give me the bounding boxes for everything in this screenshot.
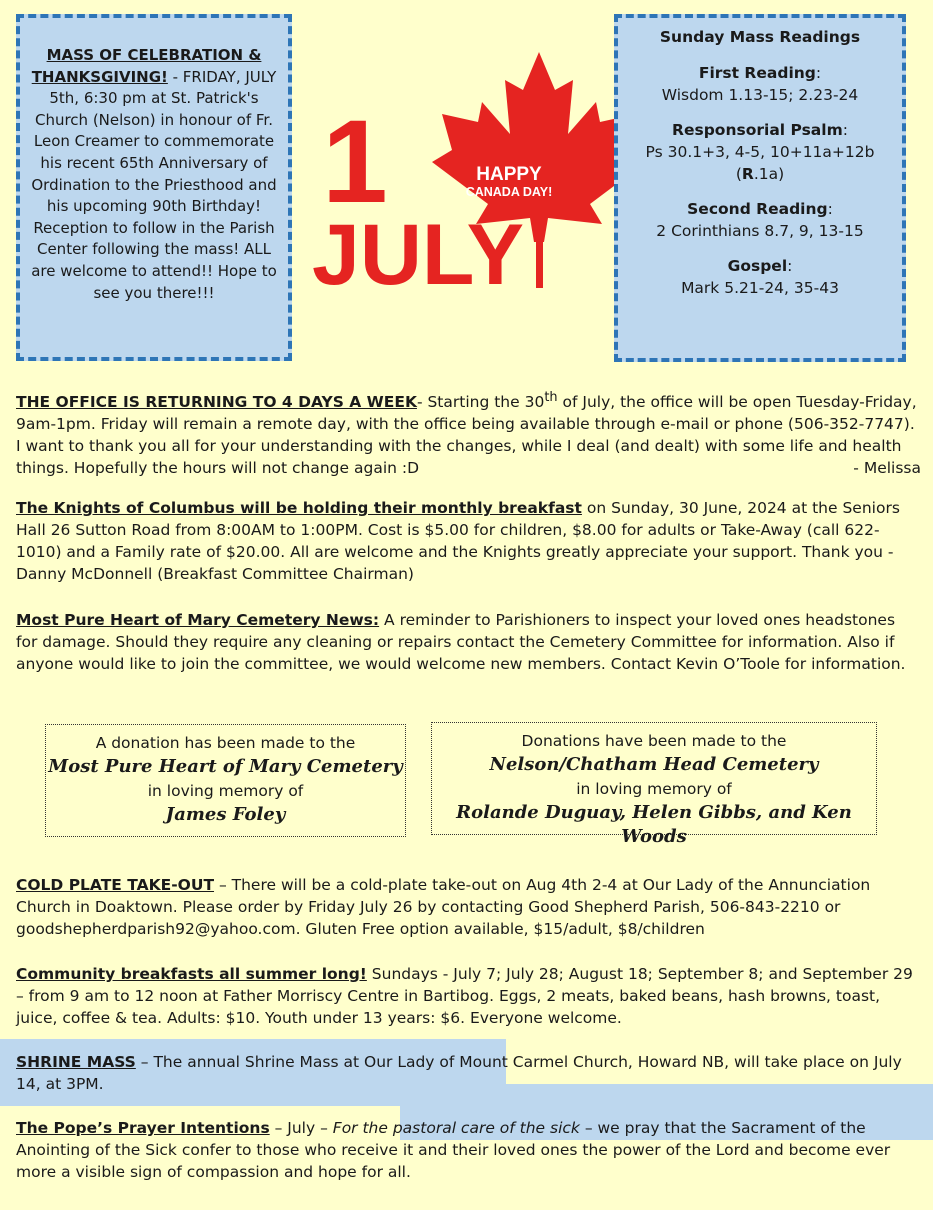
donation2-line1: Donations have been made to the	[521, 732, 787, 750]
psalm: Responsorial Psalm:	[672, 121, 848, 139]
logo-number: 1	[322, 96, 388, 228]
celebration-box	[16, 14, 292, 361]
donation1-cemetery: Most Pure Heart of Mary Cemetery	[48, 756, 403, 777]
donation-box-2	[431, 722, 877, 847]
donation1-names: James Foley	[165, 804, 286, 825]
community-section	[16, 963, 921, 1029]
knights-section	[16, 497, 921, 585]
gospel-label: Gospel	[727, 257, 788, 275]
donation2-line3: in loving memory of	[576, 780, 732, 798]
maple-leaf-icon	[310, 52, 640, 312]
canada-day-logo	[310, 52, 640, 312]
community-heading: Community breakfasts all summer long!	[16, 965, 367, 983]
donation-box-1	[45, 724, 406, 837]
pope-italic: For the pastoral care of the sick	[332, 1119, 580, 1137]
cemetery-text: A reminder to Parishioners to inspect your loved ones headstones for damage. Should they require any cleaning or repairs contact the Cemetery Committee for information. Also if anyone would like to join the committee, we would welcome new members. Contact Kevin O’Toole for information.	[16, 611, 906, 673]
donation1-line1: A donation has been made to the	[95, 734, 356, 752]
knights-heading: The Knights of Columbus will be holding their monthly breakfast	[16, 499, 582, 517]
shrine-section	[16, 1051, 921, 1095]
first-reading: First Reading:	[698, 64, 822, 82]
second-reading-label: Second Reading	[687, 200, 828, 218]
cemetery-heading: Most Pure Heart of Mary Cemetery News:	[16, 611, 380, 629]
pope-text-post: – we pray that the Sacrament of the Anointing of the Sick confer to those who receive it and their loved ones the power of the Lord and become ever more a visible sign of compassion and hope for all.	[16, 1119, 891, 1181]
coldplate-text: – There will be a cold-plate take-out on Aug 4th 2-4 at Our Lady of the Annunciation Church in Doaktown. Please order by Friday July 26 by contacting Good Shepherd Parish, 506-843-2210 or goodshepherdparish92@yahoo.com. Gluten Free option available, $15/adult, $8/children	[16, 876, 871, 938]
shrine-text: – The annual Shrine Mass at Our Lady of Mount Carmel Church, Howard NB, will take place on July 14, at 3PM.	[16, 1053, 902, 1093]
psalm-value: Ps 30.1+3, 4-5, 10+11a+12b	[645, 143, 875, 161]
coldplate-section	[16, 874, 921, 940]
leaf-text-canada-day: CANADA DAY!	[465, 185, 553, 199]
office-section	[16, 387, 921, 479]
community-text: Sundays - July 7; July 28; August 18; September 8; and September 29 – from 9 am to 12 noon at Father Morriscy Centre in Bartibog. Eggs, 2 meats, baked beans, hash browns, toast, juice, coffee & tea. Adults: $10. Youth under 13 years: $6. Everyone welcome.	[16, 965, 913, 1027]
coldplate-heading: COLD PLATE TAKE-OUT	[16, 876, 215, 894]
cemetery-section	[16, 609, 921, 675]
pope-section	[16, 1117, 921, 1183]
mass-readings-box	[614, 14, 906, 362]
office-heading: THE OFFICE IS RETURNING TO 4 DAYS A WEEK	[16, 393, 417, 412]
donation2-cemetery: Nelson/Chatham Head Cemetery	[489, 754, 819, 775]
psalm-r: R	[741, 165, 754, 183]
leaf-text-happy: HAPPY	[476, 164, 542, 185]
office-text-pre: - Starting the 30	[416, 393, 545, 412]
second-reading-value: 2 Corinthians 8.7, 9, 13-15	[656, 222, 864, 240]
logo-month: JULY	[312, 207, 524, 303]
pope-text-pre: – July –	[269, 1119, 333, 1137]
psalm-label: Responsorial Psalm	[672, 121, 843, 139]
donation2-names: Rolande Duguay, Helen Gibbs, and Ken Woods	[456, 802, 852, 847]
pope-heading: The Pope’s Prayer Intentions	[16, 1119, 270, 1137]
shrine-heading: SHRINE MASS	[16, 1053, 136, 1071]
knights-text: on Sunday, 30 June, 2024 at the Seniors Hall 26 Sutton Road from 8:00AM to 1:00PM. Cost is $5.00 for children, $8.00 for adults or Take-Away (call 622-1010) and a Family rate of $20.00. All are welcome and the Knights greatly appreciate your support. Thank you -Danny McDonnell (Breakfast Committee Chairman)	[16, 499, 900, 583]
office-sup: th	[544, 390, 558, 405]
gospel-value: Mark 5.21-24, 35-43	[681, 279, 839, 297]
celebration-text: - FRIDAY, JULY 5th, 6:30 pm at St. Patrick's Church (Nelson) in honour of Fr. Leon Creamer to commemorate his recent 65th Anniversary of Ordination to the Priesthood and his upcoming 90th Birthday! Reception to follow in the Parish Center following the mass! ALL are welcome to attend!! Hope to see you there!!!	[31, 67, 277, 302]
second-reading: Second Reading:	[687, 200, 833, 218]
psalm-r-rest: .1a	[753, 165, 779, 183]
maple-leaf-stem	[536, 240, 543, 288]
celebration-heading: MASS OF CELEBRATION & THANKSGIVING!	[31, 46, 262, 86]
donation1-line3: in loving memory of	[147, 782, 304, 800]
readings-title: Sunday Mass Readings	[659, 28, 861, 46]
first-reading-label: First Reading	[698, 64, 816, 82]
first-reading-value: Wisdom 1.13-15; 2.23-24	[661, 86, 859, 104]
psalm-response: (R.1a)	[735, 165, 785, 183]
office-text-post: of July, the office will be open Tuesday-Friday, 9am-1pm. Friday will remain a remote day, with the office being available through e-mail or phone (506-352-7747). I want to thank you all for your understanding with the changes, while I deal (and dealt) with some life and health things. Hopefully the hours will not change again :D	[16, 393, 917, 478]
office-signature: - Melissa	[853, 459, 921, 478]
gospel: Gospel:	[727, 257, 793, 275]
